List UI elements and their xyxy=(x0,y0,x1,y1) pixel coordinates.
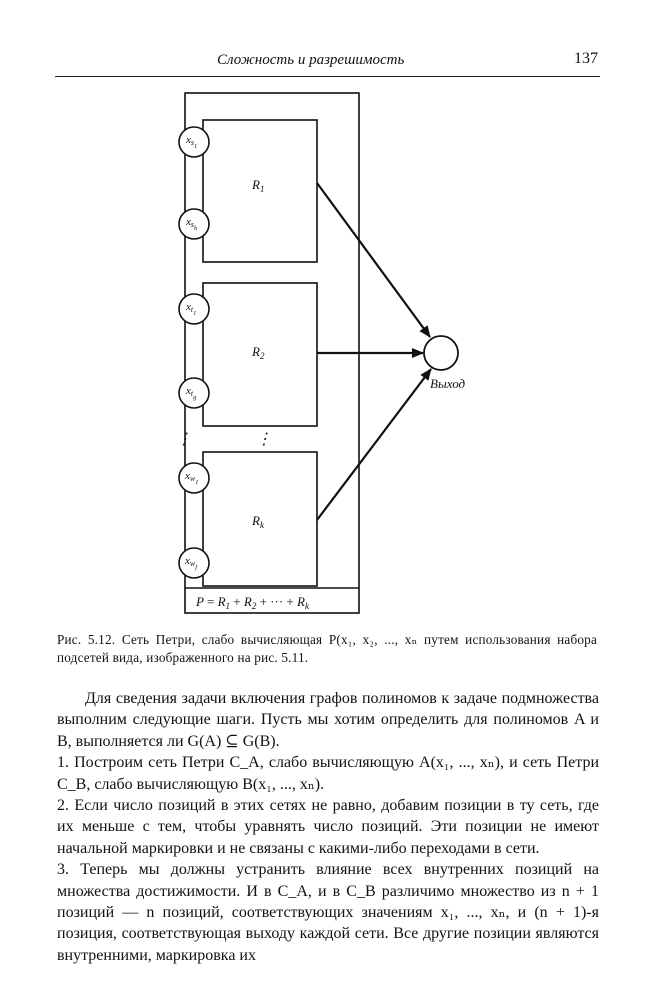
place-xwf xyxy=(179,548,209,578)
place-xtg xyxy=(179,378,209,408)
paragraph-step-3: 3. Теперь мы должны устранить влияние всех внутренних позиций на множества достижимости. И в C_A, и в C_B различимо множество из n + 1 позиций — n позиций, соответствующих значениям x₁, ..., xₙ, и (n + 1)-я позиция, соответствующая выходу каждой сети. Все другие позиции являются внутренними, маркировка их xyxy=(57,861,599,964)
ellipsis-middle: ⋮ xyxy=(256,431,272,448)
ellipsis-left: ⋮ xyxy=(176,431,192,448)
subnet-r1-label: $R_1$ xyxy=(252,177,265,194)
subnet-rk-label: $R_k$ xyxy=(252,513,264,530)
running-title: Сложность и разрешимость xyxy=(217,52,405,68)
subnet-r2-label: $R_2$ xyxy=(252,344,265,361)
svg-text:xs1: $xs_1$ xyxy=(186,134,198,150)
svg-text:xtg: $xt_g$ xyxy=(186,385,197,401)
svg-text:xt1: $xt_1$ xyxy=(186,301,197,317)
svg-text:xsh: $xs_h$ xyxy=(186,216,198,232)
net-formula: P = $R_1$ + $R_2$ + ··· + $R_k$ xyxy=(196,594,309,611)
paragraph-intro: Для сведения задачи включения графов полиномов к задаче подмножества выполним следующие шаги. Пусть мы хотим определить для полиномов A и B, выполняется ли G(A) ⊆ G(B). xyxy=(57,690,599,750)
output-place xyxy=(424,336,458,370)
subnet-rk-box xyxy=(203,452,317,586)
body-text xyxy=(57,688,599,966)
paragraph-step-1: 1. Построим сеть Петри C_A, слабо вычисляющую A(x₁, ..., xₙ), и сеть Петри C_B, слабо вычисляющую B(x₁, ..., xₙ). xyxy=(57,754,599,793)
place-xw1 xyxy=(179,463,209,493)
place-xsh xyxy=(179,209,209,239)
output-label: Выход xyxy=(430,376,466,391)
arrow-rk-to-output xyxy=(317,369,431,520)
svg-text:xw1: $xw_1$ xyxy=(185,470,199,486)
svg-text:xwf: $xw_f$ xyxy=(185,555,198,571)
place-xs1 xyxy=(179,127,209,157)
arrow-r1-to-output xyxy=(317,183,430,337)
place-xt1 xyxy=(179,294,209,324)
figure-caption: Рис. 5.12. Сеть Петри, слабо вычисляющая P(x₁, x₂, ..., xₙ путем использования набора подсетей вида, изображенного на рис. 5.11. xyxy=(57,632,597,665)
page-number: 137 xyxy=(574,50,598,67)
paragraph-step-2: 2. Если число позиций в этих сетях не равно, добавим позиции в ту сеть, где их меньше с тем, чтобы уравнять число позиций. Эти позиции не имеют начальной маркировки и не связаны с какими-либо переходами в сети. xyxy=(57,797,599,857)
